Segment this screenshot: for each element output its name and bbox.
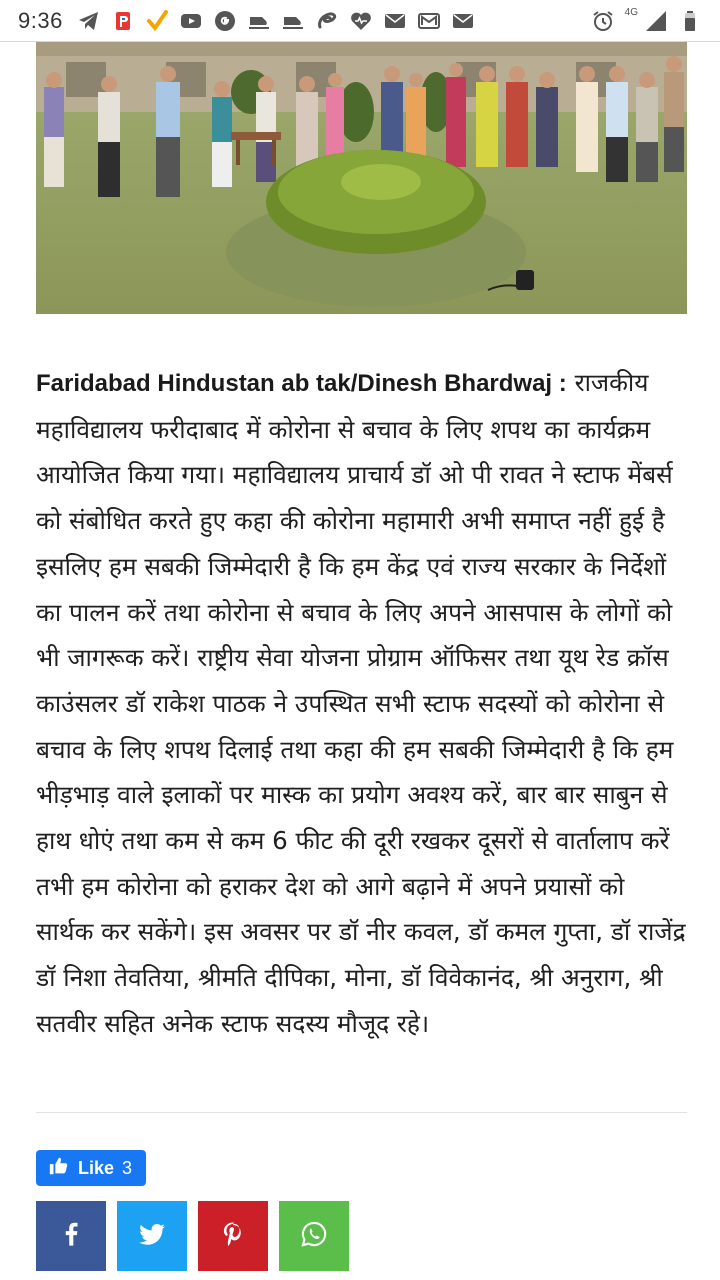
status-time: 9:36 xyxy=(18,7,63,33)
mail-icon xyxy=(451,9,475,33)
facebook-like-button[interactable] xyxy=(36,1150,146,1186)
pinterest-p-icon xyxy=(111,9,135,33)
share-pinterest-button[interactable] xyxy=(198,1201,268,1271)
article-byline: Faridabad Hindustan ab tak/Dinesh Bhardwaj : xyxy=(36,370,567,397)
telegram-icon xyxy=(77,9,101,33)
like-label: Like xyxy=(78,1157,115,1178)
share-whatsapp-button[interactable] xyxy=(279,1201,349,1271)
article-text: राजकीय महाविद्यालय फरीदाबाद में कोरोना से बचाव के लिए शपथ का कार्यक्रम आयोजित किया गया। महाविद्यालय प्राचार्य डॉ ओ पी रावत ने स्टाफ मेंबर्स को संबोधित करते हुए कहा की कोरोना महामारी अभी समाप्त नहीं हुई है इसलिए हम सबकी जिम्मेदारी है कि हम केंद्र एवं राज्य सरकार के निर्देशों का पालन करें तथा कोरोना से बचाव के लिए अपने आसपास के लोगों को भी जागरूक करें। राष्ट्रीय सेवा योजना प्रोग्राम ऑफिसर तथा यूथ रेड क्रॉस काउंसलर डॉ राकेश पाठक ने उपस्थित सभी स्टाफ सदस्यों को कोरोना से बचाव के लिए शपथ दिलाई तथा कहा की हम सबकी जिम्मेदारी है कि हम भीड़भाड़ वाले इलाकों पर मास्क का प्रयोग अवश्य करें, बार बार साबुन से हाथ धोएं तथा कम से कम 6 फीट की दूरी रखकर दूसरों से वार्तालाप करें तभी हम कोरोना को हराकर देश को आगे बढ़ाने में अपने प्रयासों को सार्थक कर सकेंगे। इस अवसर पर डॉ नीर कवल, डॉ कमल गुप्ता, डॉ राजेंद्र डॉ निशा तेवतिया, श्रीमति दीपिका, मोना, डॉ विवेकानंद, श्री अनुराग, श्री सतवीर सहित अनेक स्टाफ सदस्य मौजूद रहे। xyxy=(36,368,686,1038)
pinterest-icon xyxy=(219,1220,247,1252)
check-icon xyxy=(145,9,169,33)
share-buttons xyxy=(36,1201,349,1271)
share-twitter-button[interactable] xyxy=(117,1201,187,1271)
twitter-icon xyxy=(138,1220,166,1252)
train-icon xyxy=(247,9,271,33)
system-indicators xyxy=(591,9,702,33)
thumbs-up-icon xyxy=(48,1155,70,1182)
heart-icon xyxy=(349,9,373,33)
whatsapp-icon xyxy=(300,1220,328,1252)
alarm-icon xyxy=(591,9,615,33)
facebook-icon xyxy=(57,1220,85,1252)
swirl-icon xyxy=(315,9,339,33)
share-facebook-button[interactable] xyxy=(36,1201,106,1271)
article-photo xyxy=(36,42,687,314)
train-icon xyxy=(281,9,305,33)
gmail-icon xyxy=(417,9,441,33)
like-count: 3 xyxy=(122,1157,133,1178)
content-divider xyxy=(36,1112,687,1113)
network-type: 4G xyxy=(624,7,638,18)
article-body xyxy=(36,360,688,1047)
youtube-icon xyxy=(179,9,203,33)
google-icon xyxy=(213,9,237,33)
mail-icon xyxy=(383,9,407,33)
notification-icons xyxy=(77,9,475,33)
battery-icon xyxy=(678,9,702,33)
status-bar xyxy=(0,0,720,42)
signal-icon xyxy=(644,9,668,33)
